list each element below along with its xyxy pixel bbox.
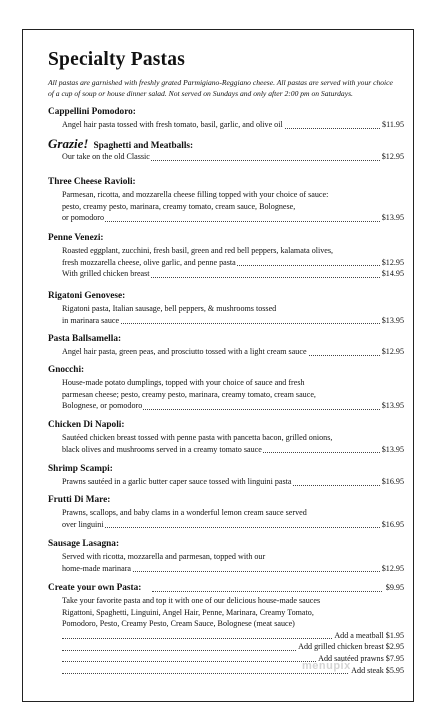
menu-item-desc-text: Prawns sautéed in a garlic butter caper sauce tossed with linguini pasta [62,477,292,486]
menu-item-desc [62,563,404,575]
menu-item [48,106,404,131]
menu-item [48,176,404,224]
menu-item-desc-text: With grilled chicken breast [62,269,150,279]
menu-item-desc [62,189,404,201]
menu-item-desc-text: in marinara sauce [62,315,120,325]
menu-item-desc [62,507,404,519]
menu-item-name-row [48,582,404,595]
menu-item-name: Frutti Di Mare: [48,495,111,505]
menu-item-price: $13.95 [381,444,404,454]
menu-item-desc [62,119,404,131]
menu-item-desc [62,245,404,257]
menu-item-price: $13.95 [381,315,404,325]
menu-item-name-row [48,364,388,377]
menu-item-desc-text: home-made marinara [62,563,131,573]
menu-item-desc-text: Parmesan, ricotta, and mozzarella cheese filling topped with your choice of sauce: [62,190,329,199]
menu-item-desc [62,315,404,327]
menu-item-desc [62,432,404,444]
menu-item-desc-text: over linguini [62,519,104,529]
menu-item-name-row [48,106,388,119]
menu-item-desc [62,268,404,280]
menu-item-desc [62,389,404,401]
menu-item-name-row [48,494,388,507]
intro-note [48,77,398,99]
menu-item-name-row [48,538,388,551]
menu-item-name: Rigatoni Genovese: [48,291,126,301]
grazie-script: Grazie! [48,136,89,151]
menu-item-name: Create your own Pasta: [48,583,142,593]
menu-item-desc-text: House-made potato dumplings, topped with your choice of sauce and fresh [62,378,305,387]
menu-item-desc-text: Bolognese, or pomodoro [62,401,143,411]
menu-item-name: Penne Venezi: [48,233,104,243]
menu-item-desc [62,476,404,488]
menu-item-name: Three Cheese Ravioli: [48,177,136,187]
menu-item [48,538,404,574]
menu-item-price: $12.95 [381,257,404,267]
menu-item-desc [62,303,404,315]
menu-item-name-row [48,463,388,476]
menu-item-desc [62,212,404,224]
menu-item-price: $12.95 [381,347,404,356]
addon-line: Add steak $5.95 [62,665,404,677]
menu-item-desc-text: pesto, creamy pesto, marinara, creamy tomato, cream sauce, Bolognese, [62,201,296,211]
menu-item-name: Chicken Di Napoli: [48,420,125,430]
menu-item-desc-text: Served with ricotta, mozzarella and parmesan, topped with our [62,552,266,561]
menu-item-name: Spaghetti and Meatballs: [93,141,194,151]
menu-item [48,136,404,163]
menu-item [48,419,404,455]
intro-line: All pastas are garnished with freshly grated Parmigiano-Reggiano cheese. All pastas are served with your choice [48,78,393,87]
menu-item-desc [62,201,404,213]
menu-item-desc-text: Prawns, scallops, and baby clams in a wonderful lemon cream sauce served [62,508,307,517]
menu-item [48,494,404,530]
menu-item-name: Shrimp Scampi: [48,464,113,474]
menu-item-desc-text: parmesan cheese; pesto, creamy pesto, marinara, creamy tomato, cream sauce, [62,389,316,399]
menu-item-price: $16.95 [381,477,404,486]
menu-item-price: $9.95 [385,583,404,592]
menu-item [48,463,404,488]
menu-item-desc [62,444,404,456]
addon-line: Add grilled chicken breast $2.95 [62,641,404,653]
menu-item [48,333,404,358]
menu-item-desc-text: Roasted eggplant, zucchini, fresh basil, green and red bell peppers, kalamata olives, [62,246,334,255]
menu-item-price: $14.95 [381,269,404,279]
menu-item-price: $11.95 [382,120,404,129]
menu-item-name: Cappellini Pomodoro: [48,107,136,117]
menu-item-price: $13.95 [381,213,404,223]
menu-item-desc-text: Angel hair pasta, green peas, and prosciutto tossed with a light cream sauce [62,347,307,356]
menu-item-desc [62,257,404,269]
menu-item-price: $12.95 [381,563,404,573]
addon-line: Add a meatball $1.95 [62,630,404,642]
menu-item [48,290,404,326]
addon-line: Add sautéed prawns $7.95 [62,653,404,665]
menu-item-desc-text: or pomodoro [62,213,105,223]
menu-item [48,364,404,412]
menu-item-name-row [48,176,388,189]
menu-item-desc [62,519,404,531]
menu-item-desc: Take your favorite pasta and top it with one of our delicious house-made sauces [62,596,321,605]
menu-item-price: $16.95 [381,519,404,529]
menu-item-name: Gnocchi: [48,365,85,375]
menu-item-desc [62,377,404,389]
menu-item-name-row [48,290,388,303]
menu-item-name-row [48,333,388,346]
menu-item-desc-text: black olives and mushrooms served in a creamy tomato sauce [62,444,262,454]
menu-item-name: Sausage Lasagna: [48,539,120,549]
menu-item-desc-text: Rigatoni pasta, Italian sausage, bell peppers, & mushrooms tossed [62,304,277,313]
menu-item-price: $13.95 [381,401,404,411]
menu-item-desc-text: Angel hair pasta tossed with fresh tomato, basil, garlic, and olive oil [62,120,283,129]
menu-item-name-row [48,232,388,245]
menu-item-desc: Pomodoro, Pesto, Creamy Pesto, Cream Sauce, Bolognese (meat sauce) [62,619,295,629]
page-title: Specialty Pastas [48,49,185,70]
watermark-logo: menupix [302,660,351,672]
menu-item-desc [62,346,404,358]
menu-item-name-row [48,138,388,151]
menu-item-desc [62,400,404,412]
menu-item-desc [62,151,404,163]
menu-item-desc-text: Sautéed chicken breast tossed with penne pasta with pancetta bacon, grilled onions, [62,433,333,442]
menu-item-name: Pasta Ballsamella: [48,334,122,344]
menu-item-price: $12.95 [381,152,404,161]
menu-item-desc-text: fresh mozzarella cheese, olive garlic, and penne pasta [62,257,236,267]
menu-item-desc [62,551,404,563]
intro-line: of a cup of soup or house dinner salad. Not served on Sundays and only after 2:00 pm on Saturdays. [48,89,353,98]
menu-item-desc-text: Our take on the old Classic [62,152,150,161]
menu-item-desc: Rigattoni, Spaghetti, Linguini, Angel Hair, Penne, Marinara, Creamy Tomato, [62,607,314,617]
menu-item [48,232,404,280]
menu-item-name-row [48,419,388,432]
